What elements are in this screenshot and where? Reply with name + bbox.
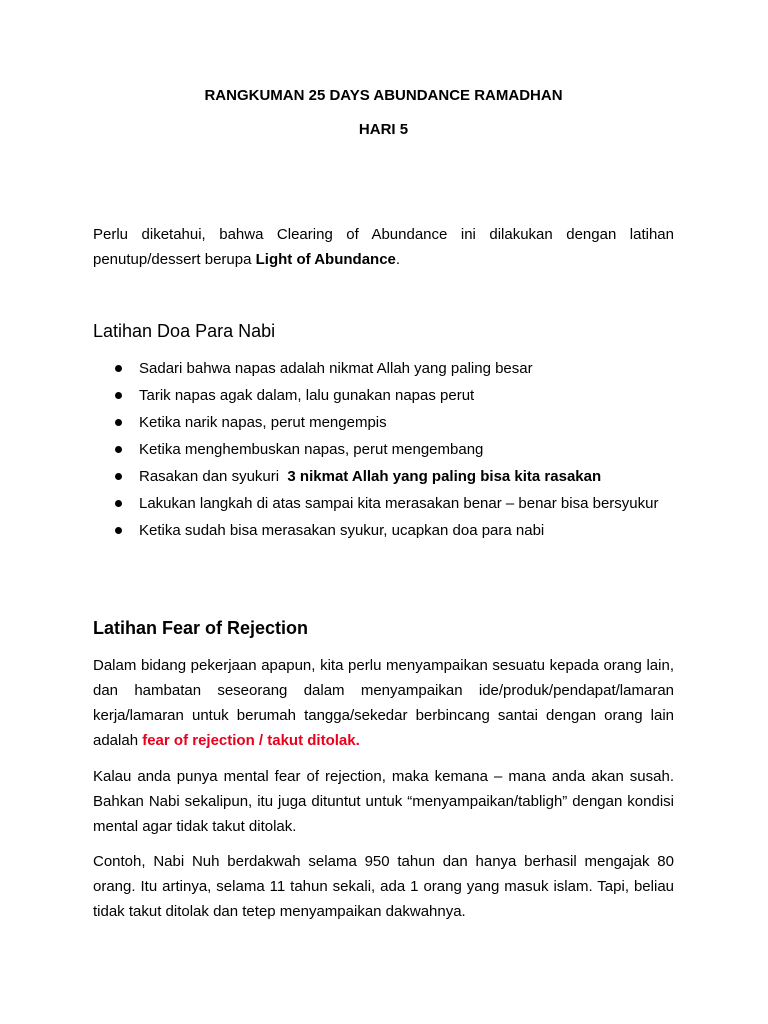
intro-paragraph: [93, 222, 674, 272]
doa-bullet-list: [93, 356, 674, 545]
list-item: Ketika menghembuskan napas, perut mengembang: [93, 437, 674, 463]
rejection-paragraph-3: Contoh, Nabi Nuh berdakwah selama 950 tahun dan hanya berhasil mengajak 80 orang. Itu artinya, selama 11 tahun sekali, ada 1 orang yang masuk islam. Tapi, beliau tidak takut ditolak dan tetep menyampaikan dakwahnya.: [93, 853, 674, 920]
list-item: Rasakan dan syukuri 3 nikmat Allah yang paling bisa kita rasakan: [93, 464, 674, 490]
bullet-icon: [115, 500, 122, 507]
rejection-paragraph-1: [93, 653, 674, 753]
list-item: Tarik napas agak dalam, lalu gunakan napas perut: [93, 383, 674, 409]
bullet-icon: [115, 527, 122, 534]
list-item: Ketika narik napas, perut mengempis: [93, 410, 674, 436]
rejection-paragraph-2: Kalau anda punya mental fear of rejection, maka kemana – mana anda akan susah. Bahkan Nabi sekalipun, itu juga dituntut untuk “menyampaikan/tabligh” dengan kondisi mental agar tidak takut ditolak.: [93, 768, 674, 835]
list-item: Ketika sudah bisa merasakan syukur, ucapkan doa para nabi: [93, 518, 674, 544]
bullet-icon: [115, 419, 122, 426]
paragraph-text: Dalam bidang pekerjaan apapun, kita perlu menyampaikan sesuatu kepada orang lain, dan hambatan seseorang dalam menyampaikan ide/produk/pendapat/lamaran kerja/lamaran untuk berumah tangga/sekedar berbincang santai dengan orang lain adalah: [93, 657, 674, 749]
intro-text-end: .: [395, 251, 401, 268]
list-item: Sadari bahwa napas adalah nikmat Allah yang paling besar: [93, 356, 674, 382]
intro-text: Perlu diketahui, bahwa Clearing of Abundance ini dilakukan dengan latihan penutup/dessert berupa: [93, 226, 674, 268]
document-page: [93, 0, 674, 1024]
bullet-icon: [115, 392, 122, 399]
list-item: Lakukan langkah di atas sampai kita merasakan benar – benar bisa bersyukur: [93, 491, 674, 517]
intro-bold-text: Light of Abundance: [255, 251, 396, 268]
section-heading-doa: Latihan Doa Para Nabi: [93, 321, 276, 341]
bullet-icon: [115, 446, 122, 453]
document-subtitle: HARI 5: [358, 121, 409, 138]
section-heading-rejection: Latihan Fear of Rejection: [93, 618, 309, 638]
document-title: RANGKUMAN 25 DAYS ABUNDANCE RAMADHAN: [204, 87, 563, 104]
bullet-icon: [115, 365, 122, 372]
highlight-red-text: fear of rejection / takut ditolak.: [142, 732, 360, 749]
bullet-icon: [115, 473, 122, 480]
